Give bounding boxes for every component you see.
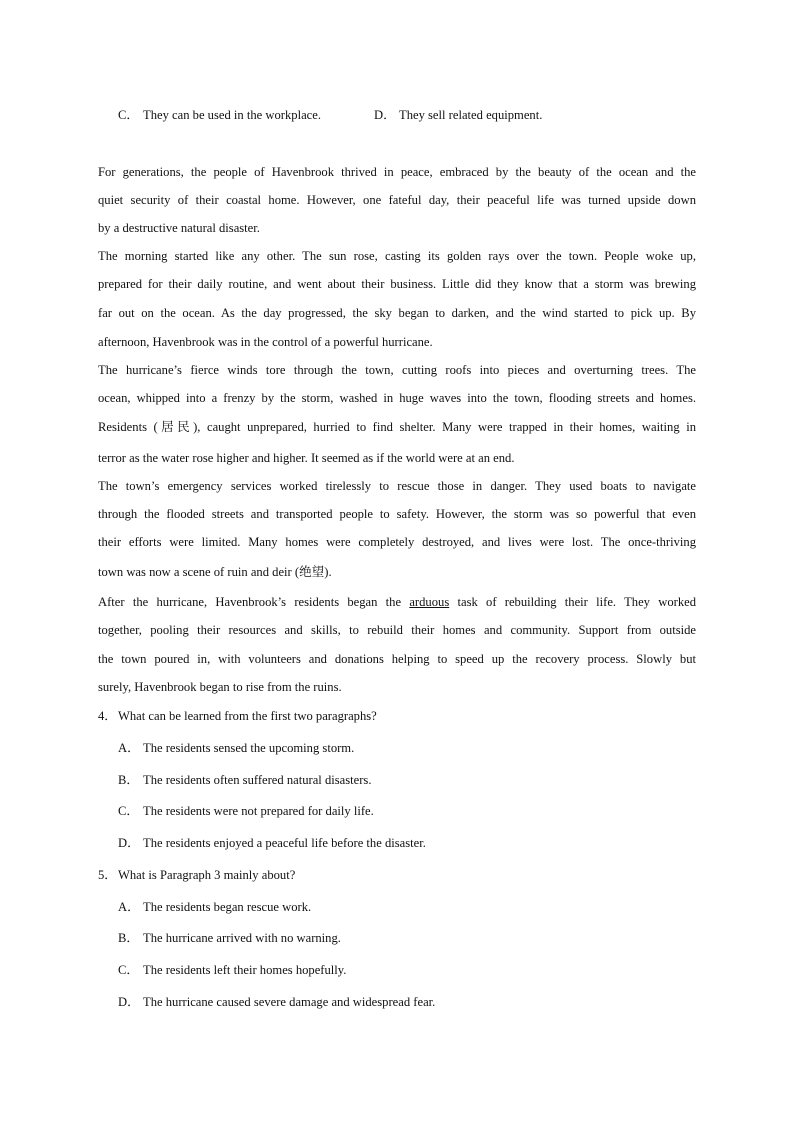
option-letter: B． [118,931,139,945]
question-5-option-b [118,929,341,947]
question-text: What is Paragraph 3 mainly about? [118,868,296,882]
option-text: The hurricane caused severe damage and widespread fear. [143,995,436,1009]
passage-p5-line4: surely, Havenbrook began to rise from the ruins. [98,680,342,694]
passage-p5-line1 [98,593,696,611]
question-4-option-b [118,771,371,789]
passage-p3-line1: The hurricane’s fierce winds tore through the town, cutting roofs into pieces and overturning trees. The [98,363,696,377]
option-text: The hurricane arrived with no warning. [143,931,341,945]
option-letter: D． [118,836,140,850]
question-5-option-c [118,961,346,979]
question-4-option-d [118,834,426,852]
question-4-option-c [118,802,374,820]
question-5-stem [98,866,295,884]
p5-text-after: task of rebuilding their life. They worked [457,595,696,609]
question-5-option-d [118,993,435,1011]
option-text: They can be used in the workplace. [143,108,321,122]
passage-p4-line2: through the flooded streets and transported people to safety. However, the storm was so powerful that even [98,507,696,521]
p5-text-before: After the hurricane, Havenbrook’s residents began the [98,595,402,609]
option-letter: B． [118,773,139,787]
question-number: 4． [98,709,117,723]
option-letter: A． [118,900,140,914]
option-text: The residents sensed the upcoming storm. [143,741,355,755]
question-5-option-a [118,898,311,916]
passage-p2-line2: prepared for their daily routine, and went about their business. Little did they know that a storm was brewing [98,277,696,291]
passage-p1-line3: by a destructive natural disaster. [98,221,260,235]
option-d-prev [374,106,542,124]
option-letter: D． [374,108,396,122]
passage-p4-line4: town was now a scene of ruin and deir (绝望). [98,565,332,579]
option-text: The residents often suffered natural disasters. [143,773,372,787]
passage-p2-line1: The morning started like any other. The sun rose, casting its golden rays over the town. People woke up, [98,249,696,263]
passage-p5-line2: together, pooling their resources and skills, to rebuild their homes and community. Support from outside [98,623,696,637]
option-letter: C． [118,804,139,818]
passage-p4-line3: their efforts were limited. Many homes were completely destroyed, and lives were lost. The once-thriving [98,535,696,549]
question-4-option-a [118,739,354,757]
passage-p2-line4: afternoon, Havenbrook was in the control of a powerful hurricane. [98,335,433,349]
option-text: The residents enjoyed a peaceful life before the disaster. [143,836,426,850]
passage-p1-line1: For generations, the people of Havenbrook thrived in peace, embraced by the beauty of the ocean and the [98,165,696,179]
passage-p5-line3: the town poured in, with volunteers and donations helping to speed up the recovery process. Slowly but [98,652,696,666]
option-letter: C． [118,108,139,122]
option-text: The residents left their homes hopefully. [143,963,347,977]
question-4-stem [98,707,377,725]
option-text: They sell related equipment. [399,108,543,122]
question-number: 5． [98,868,117,882]
option-letter: A． [118,741,140,755]
question-text: What can be learned from the first two paragraphs? [118,709,377,723]
passage-p2-line3: far out on the ocean. As the day progressed, the sky began to darken, and the wind started to pick up. By [98,306,696,320]
passage-p4-line1: The town’s emergency services worked tirelessly to rescue those in danger. They used boats to navigate [98,479,696,493]
passage-p1-line2: quiet security of their coastal home. However, one fateful day, their peaceful life was turned upside down [98,193,696,207]
option-text: The residents were not prepared for daily life. [143,804,374,818]
option-letter: D． [118,995,140,1009]
passage-p3-line4: terror as the water rose higher and higher. It seemed as if the world were at an end. [98,451,515,465]
passage-p3-line2: ocean, whipped into a frenzy by the storm, washed in huge waves into the town, flooding streets and homes. [98,391,696,405]
option-text: The residents began rescue work. [143,900,312,914]
option-c-prev [118,106,321,124]
option-letter: C． [118,963,139,977]
passage-p3-line3: Residents (居民), caught unprepared, hurried to find shelter. Many were trapped in their homes, waiting in [98,420,696,434]
underlined-word: arduous [409,595,450,609]
